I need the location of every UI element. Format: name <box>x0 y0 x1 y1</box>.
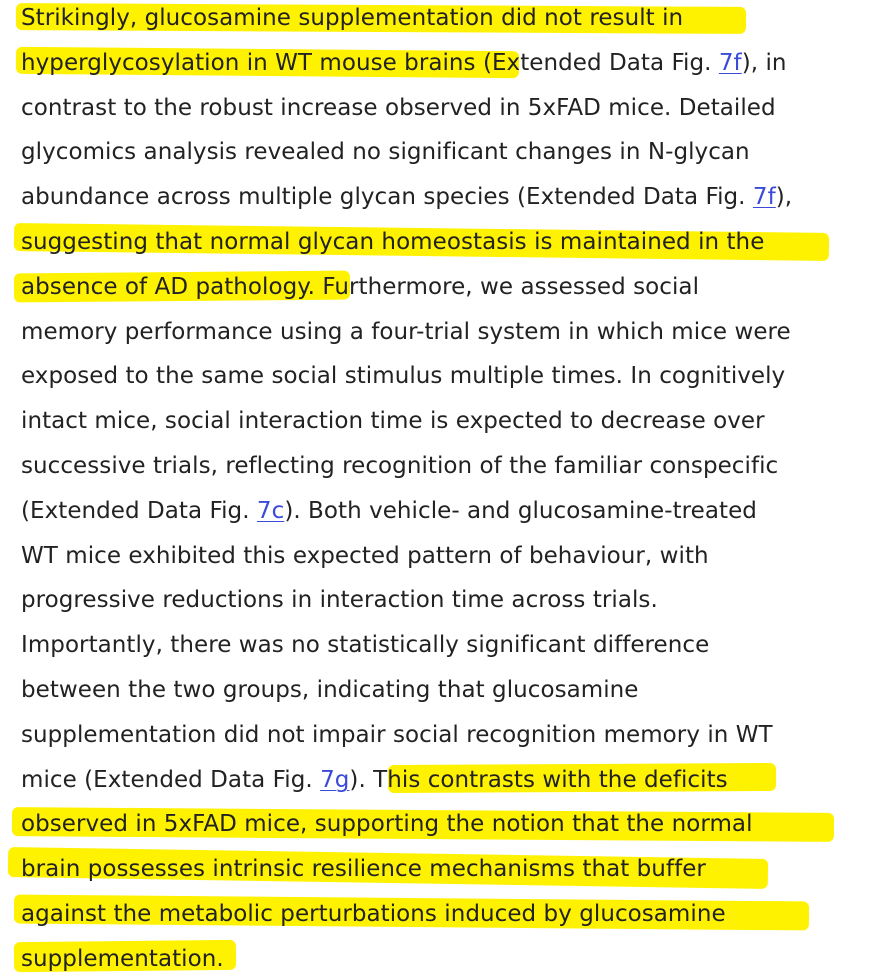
text-segment: Importantly, there was no statistically significant difference <box>21 632 710 659</box>
text-segment: ), in <box>741 49 787 76</box>
text-segment: against the metabolic perturbations induced by glucosamine <box>21 901 726 927</box>
text-segment: ). This contrasts with the deficits <box>349 766 728 793</box>
text-line <box>21 451 778 481</box>
text-segment: progressive reductions in interaction time across trials. <box>21 587 658 614</box>
text-line <box>21 227 764 257</box>
text-segment: exposed to the same social stimulus multiple times. In cognitively <box>21 363 786 390</box>
text-segment: between the two groups, indicating that glucosamine <box>21 677 639 703</box>
text-line <box>21 3 683 33</box>
text-segment: contrast to the robust increase observed in 5xFAD mice. Detailed <box>21 94 776 121</box>
text-line <box>21 406 765 436</box>
text-line <box>21 137 750 167</box>
text-line <box>21 809 753 839</box>
text-segment: abundance across multiple glycan species (Extended Data Fig. <box>21 184 753 211</box>
text-line <box>21 317 791 347</box>
figure-reference-link[interactable]: 7f <box>752 184 776 211</box>
text-line <box>21 272 699 302</box>
text-line <box>21 765 728 795</box>
text-segment: observed in 5xFAD mice, supporting the notion that the normal <box>21 811 753 838</box>
text-line <box>21 182 792 212</box>
text-segment: brain possesses intrinsic resilience mechanisms that buffer <box>21 856 706 883</box>
figure-reference-link[interactable]: 7c <box>256 497 285 524</box>
text-line <box>21 944 224 974</box>
text-line <box>21 361 785 391</box>
text-line <box>21 675 639 705</box>
figure-reference-link[interactable]: 7f <box>718 49 742 76</box>
text-segment: intact mice, social interaction time is expected to decrease over <box>21 408 765 435</box>
text-line <box>21 899 726 929</box>
text-line <box>21 93 776 123</box>
text-line <box>21 496 757 526</box>
text-segment: successive trials, reflecting recognition of the familiar conspecific <box>21 453 779 479</box>
text-segment: suggesting that normal glycan homeostasis is maintained in the <box>21 229 765 255</box>
text-segment: supplementation did not impair social recognition memory in WT <box>21 721 773 748</box>
text-segment: mice (Extended Data Fig. <box>21 766 321 793</box>
text-segment: ), <box>775 184 793 211</box>
text-line <box>21 585 658 615</box>
text-segment: supplementation. <box>21 945 224 972</box>
text-line <box>21 630 709 660</box>
text-line <box>21 854 706 884</box>
text-segment: hyperglycosylation in WT mouse brains (Extended Data Fig. <box>21 49 719 76</box>
text-segment: ). Both vehicle- and glucosamine-treated <box>284 497 757 524</box>
text-segment: (Extended Data Fig. <box>21 497 257 524</box>
text-segment: WT mice exhibited this expected pattern of behaviour, with <box>21 542 709 569</box>
figure-reference-link[interactable]: 7g <box>320 766 350 793</box>
text-segment: glycomics analysis revealed no significant changes in N-glycan <box>21 139 750 166</box>
text-segment: Strikingly, glucosamine supplementation did not result in <box>21 5 684 31</box>
text-line <box>21 48 787 78</box>
text-segment: absence of AD pathology. Furthermore, we assessed social <box>21 273 700 300</box>
text-segment: memory performance using a four-trial system in which mice were <box>21 318 791 345</box>
text-line <box>21 720 773 750</box>
text-line <box>21 541 709 571</box>
